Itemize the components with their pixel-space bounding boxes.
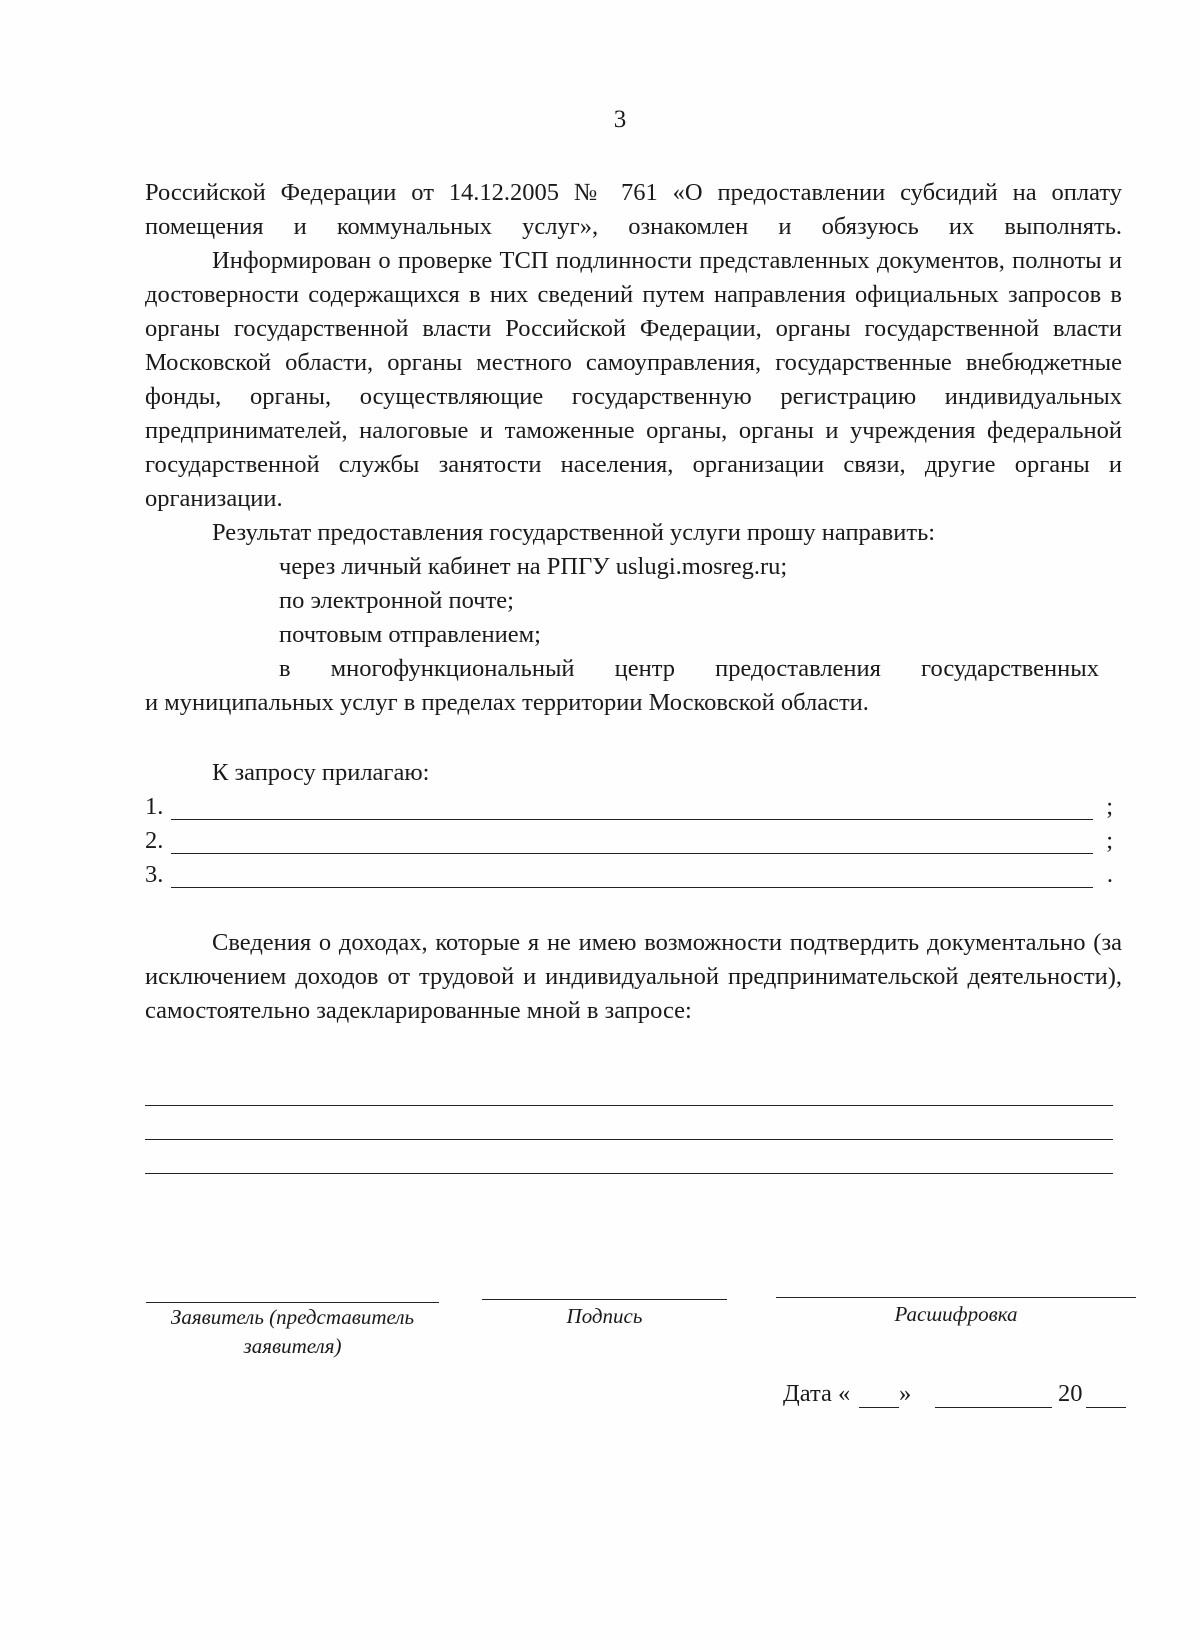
attachment-blank-line[interactable]: [171, 887, 1093, 888]
attachment-number: 1.: [145, 793, 164, 820]
date-field: [783, 1376, 1128, 1412]
option-postal: почтовым отправлением;: [279, 621, 541, 648]
signature-label: Подпись: [566, 1304, 643, 1328]
date-month-blank[interactable]: [935, 1407, 1052, 1408]
date-year-prefix: 20: [1058, 1380, 1083, 1407]
attachment-end-mark: ;: [1106, 827, 1113, 854]
paragraph-regulation-line-1: Российской Федерации от 14.12.2005 № 761 «О предоставлении субсидий на оплату: [145, 179, 1122, 206]
attachment-end-mark: ;: [1106, 793, 1113, 820]
option-mfc-line-2: и муниципальных услуг в пределах территории Московской области.: [145, 689, 869, 716]
date-day-blank[interactable]: [859, 1407, 899, 1408]
attachment-row-1: [145, 790, 1113, 824]
attachment-number: 3.: [145, 861, 164, 888]
transcript-label: Расшифровка: [894, 1302, 1018, 1326]
date-year-blank[interactable]: [1086, 1407, 1126, 1408]
income-blank-line-1[interactable]: [145, 1105, 1113, 1106]
signature-line[interactable]: [482, 1299, 727, 1300]
paragraph-income-declaration: Сведения о доходах, которые я не имею возможности подтвердить документально (за исключением доходов от трудовой и индивидуальной предпринимательской деятельности), самостоятельно задекларированные мной в запросе:: [145, 929, 1122, 1024]
applicant-label-line-1: Заявитель (представитель: [170, 1305, 415, 1329]
date-label: Дата «: [783, 1380, 851, 1407]
applicant-label-line-2: заявителя): [243, 1334, 342, 1358]
income-blank-line-2[interactable]: [145, 1139, 1113, 1140]
paragraph-verification-notice: Информирован о проверке ТСП подлинности представленных документов, полноты и достоверности содержащихся в них сведений путем направления официальных запросов в органы государственной власти Российской Федерации, органы государственной власти Московской области, органы местного самоуправления, государственные внебюджетные фонды, органы, осуществляющие государственную регистрацию индивидуальных предпринимателей, налоговые и таможенные органы, органы и учреждения федеральной государственной службы занятости населения, организации связи, другие органы и организации.: [145, 247, 1122, 512]
option-mfc-line-1: в многофункциональный центр предоставления государственных: [279, 655, 1099, 682]
paragraph-result-delivery: Результат предоставления государственной услуги прошу направить:: [212, 519, 936, 546]
income-blank-line-3[interactable]: [145, 1173, 1113, 1174]
page-number: 3: [613, 106, 627, 133]
option-personal-cabinet: через личный кабинет на РПГУ uslugi.mosreg.ru;: [279, 553, 788, 580]
date-close-quote: »: [899, 1380, 912, 1407]
paragraph-regulation: [145, 176, 1122, 244]
attachment-blank-line[interactable]: [171, 819, 1093, 820]
attachment-number: 2.: [145, 827, 164, 854]
attachment-blank-line[interactable]: [171, 853, 1093, 854]
paragraph-regulation-line-2: помещения и коммунальных услуг», ознакомлен и обязуюсь их выполнять.: [145, 213, 1122, 240]
transcript-line[interactable]: [776, 1297, 1136, 1298]
option-email: по электронной почте;: [279, 587, 514, 614]
applicant-label: [146, 1303, 439, 1361]
attachment-row-3: [145, 858, 1113, 892]
attachments-title: К запросу прилагаю:: [212, 759, 430, 786]
attachment-row-2: [145, 824, 1113, 858]
attachment-end-mark: .: [1106, 861, 1113, 888]
